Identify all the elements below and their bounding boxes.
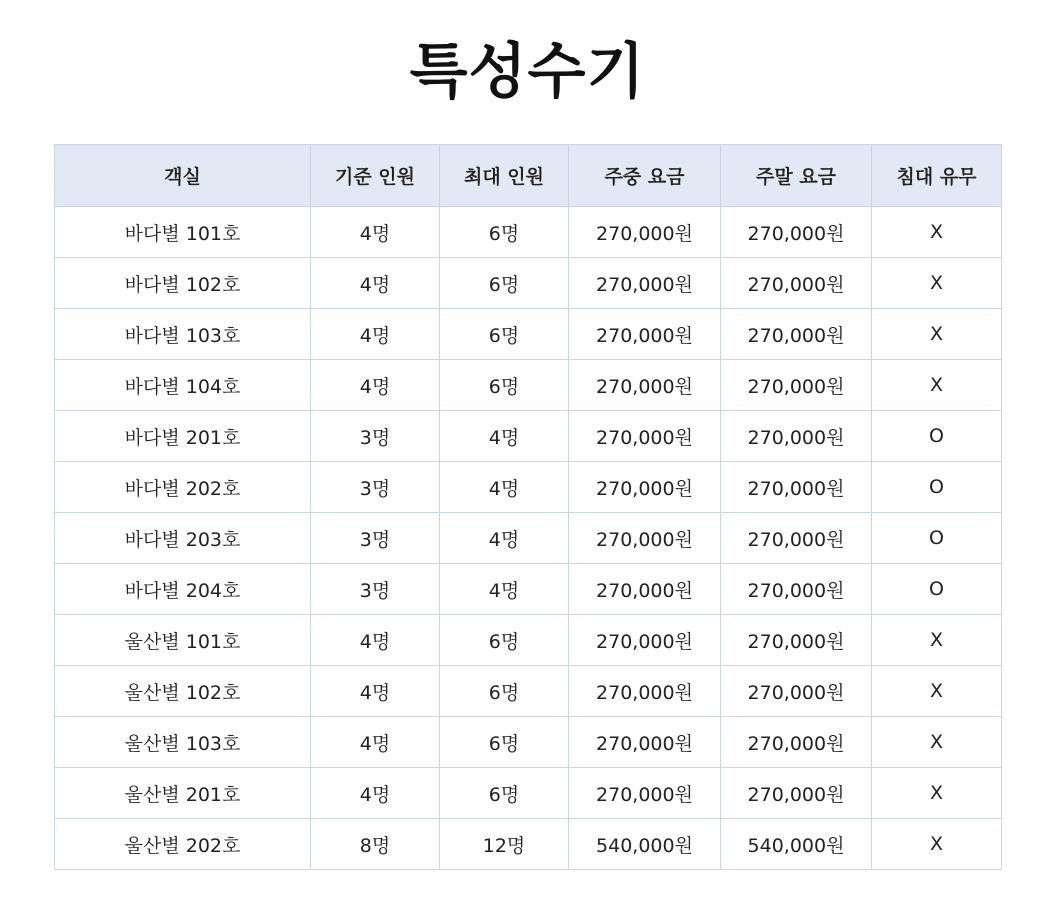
cell-room: 바다별 203호: [55, 513, 311, 564]
cell-standard-occupancy: 4명: [311, 258, 440, 309]
cell-weekend-rate: 540,000원: [721, 819, 872, 870]
header-bed-availability: 침대 유무: [872, 145, 1002, 207]
cell-room: 울산별 102호: [55, 666, 311, 717]
cell-max-occupancy: 6명: [440, 768, 569, 819]
cell-room: 울산별 103호: [55, 717, 311, 768]
cell-weekday-rate: 270,000원: [569, 513, 721, 564]
cell-room: 울산별 101호: [55, 615, 311, 666]
cell-weekend-rate: 270,000원: [721, 615, 872, 666]
cell-room: 바다별 103호: [55, 309, 311, 360]
cell-weekday-rate: 270,000원: [569, 666, 721, 717]
cell-standard-occupancy: 8명: [311, 819, 440, 870]
cell-weekend-rate: 270,000원: [721, 513, 872, 564]
cell-standard-occupancy: 3명: [311, 513, 440, 564]
cell-bed: X: [872, 258, 1002, 309]
cell-weekday-rate: 270,000원: [569, 768, 721, 819]
cell-max-occupancy: 4명: [440, 564, 569, 615]
table-body: [55, 207, 1002, 870]
cell-weekday-rate: 540,000원: [569, 819, 721, 870]
table-row: [55, 666, 1002, 717]
header-max-occupancy: 최대 인원: [440, 145, 569, 207]
cell-weekday-rate: 270,000원: [569, 462, 721, 513]
cell-max-occupancy: 6명: [440, 360, 569, 411]
header-standard-occupancy: 기준 인원: [311, 145, 440, 207]
table-row: [55, 258, 1002, 309]
table-row: [55, 462, 1002, 513]
cell-standard-occupancy: 4명: [311, 309, 440, 360]
cell-weekend-rate: 270,000원: [721, 258, 872, 309]
cell-weekend-rate: 270,000원: [721, 207, 872, 258]
cell-standard-occupancy: 4명: [311, 717, 440, 768]
cell-weekday-rate: 270,000원: [569, 207, 721, 258]
cell-bed: O: [872, 513, 1002, 564]
cell-room: 바다별 202호: [55, 462, 311, 513]
table-row: [55, 207, 1002, 258]
cell-weekday-rate: 270,000원: [569, 411, 721, 462]
header-weekday-rate: 주중 요금: [569, 145, 721, 207]
cell-standard-occupancy: 4명: [311, 666, 440, 717]
cell-bed: O: [872, 462, 1002, 513]
page-title: 특성수기: [409, 37, 646, 107]
cell-standard-occupancy: 4명: [311, 207, 440, 258]
cell-weekday-rate: 270,000원: [569, 615, 721, 666]
cell-weekday-rate: 270,000원: [569, 258, 721, 309]
cell-weekend-rate: 270,000원: [721, 564, 872, 615]
cell-max-occupancy: 12명: [440, 819, 569, 870]
cell-bed: X: [872, 819, 1002, 870]
cell-max-occupancy: 6명: [440, 717, 569, 768]
cell-max-occupancy: 4명: [440, 411, 569, 462]
cell-max-occupancy: 6명: [440, 666, 569, 717]
cell-standard-occupancy: 4명: [311, 360, 440, 411]
cell-weekend-rate: 270,000원: [721, 309, 872, 360]
cell-bed: X: [872, 207, 1002, 258]
table-row: [55, 309, 1002, 360]
cell-room: 울산별 202호: [55, 819, 311, 870]
table-row: [55, 768, 1002, 819]
cell-bed: X: [872, 717, 1002, 768]
cell-weekday-rate: 270,000원: [569, 360, 721, 411]
cell-max-occupancy: 6명: [440, 258, 569, 309]
cell-room: 바다별 204호: [55, 564, 311, 615]
table-row: [55, 819, 1002, 870]
cell-bed: X: [872, 768, 1002, 819]
table-row: [55, 411, 1002, 462]
cell-standard-occupancy: 3명: [311, 411, 440, 462]
table-row: [55, 615, 1002, 666]
cell-weekend-rate: 270,000원: [721, 768, 872, 819]
table-row: [55, 717, 1002, 768]
cell-standard-occupancy: 3명: [311, 462, 440, 513]
cell-weekend-rate: 270,000원: [721, 360, 872, 411]
room-rates-table: [54, 144, 1002, 870]
cell-weekend-rate: 270,000원: [721, 717, 872, 768]
cell-room: 바다별 102호: [55, 258, 311, 309]
cell-standard-occupancy: 4명: [311, 615, 440, 666]
cell-max-occupancy: 6명: [440, 309, 569, 360]
cell-max-occupancy: 4명: [440, 513, 569, 564]
cell-weekday-rate: 270,000원: [569, 717, 721, 768]
cell-room: 바다별 201호: [55, 411, 311, 462]
table-row: [55, 564, 1002, 615]
cell-bed: X: [872, 309, 1002, 360]
cell-room: 울산별 201호: [55, 768, 311, 819]
cell-standard-occupancy: 3명: [311, 564, 440, 615]
cell-bed: X: [872, 615, 1002, 666]
header-weekend-rate: 주말 요금: [721, 145, 872, 207]
cell-weekend-rate: 270,000원: [721, 462, 872, 513]
cell-room: 바다별 104호: [55, 360, 311, 411]
cell-bed: X: [872, 360, 1002, 411]
cell-bed: O: [872, 564, 1002, 615]
header-room: 객실: [55, 145, 311, 207]
cell-max-occupancy: 4명: [440, 462, 569, 513]
cell-bed: O: [872, 411, 1002, 462]
cell-weekend-rate: 270,000원: [721, 666, 872, 717]
cell-bed: X: [872, 666, 1002, 717]
cell-weekend-rate: 270,000원: [721, 411, 872, 462]
cell-room: 바다별 101호: [55, 207, 311, 258]
table-header-row: [55, 145, 1002, 207]
table-row: [55, 360, 1002, 411]
cell-standard-occupancy: 4명: [311, 768, 440, 819]
cell-max-occupancy: 6명: [440, 207, 569, 258]
cell-weekday-rate: 270,000원: [569, 309, 721, 360]
table-row: [55, 513, 1002, 564]
cell-weekday-rate: 270,000원: [569, 564, 721, 615]
cell-max-occupancy: 6명: [440, 615, 569, 666]
